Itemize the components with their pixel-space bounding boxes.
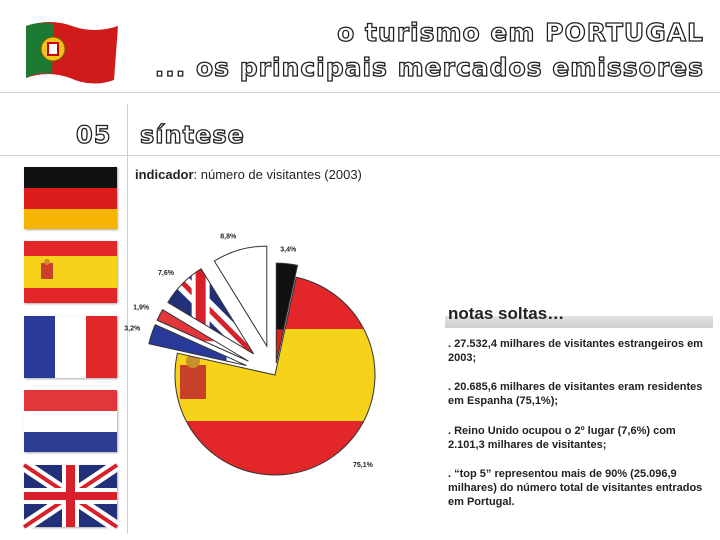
france-flag-icon xyxy=(24,316,117,378)
note-item: . 27.532,4 milhares de visitantes estrangeiros em 2003; xyxy=(448,338,703,364)
header-divider xyxy=(0,92,720,93)
indicator-text: : número de visitantes (2003) xyxy=(193,167,362,182)
page-subtitle: ... os principais mercados emissores xyxy=(154,53,704,82)
column-divider xyxy=(127,104,128,534)
note-item: . “top 5” representou mais de 90% (25.096,9 milhares) do número total de visitantes entrados em Portugal. xyxy=(448,468,703,508)
note-item: . 20.685,6 milhares de visitantes eram residentes em Espanha (75,1%); xyxy=(448,381,703,407)
pie-label-france: 3,2% xyxy=(124,325,141,333)
notes-title: notas soltas… xyxy=(448,304,565,323)
portugal-flag-icon xyxy=(22,18,122,84)
pie-label-netherlands: 1,9% xyxy=(133,304,150,312)
indicator-line xyxy=(135,167,362,182)
pie-label-germany: 3,4% xyxy=(280,246,297,254)
spain-flag-icon xyxy=(24,241,117,303)
netherlands-flag-icon xyxy=(24,390,117,452)
page-title: o turismo em PORTUGAL xyxy=(337,18,704,47)
pie-label-united-kingdom: 7,6% xyxy=(157,270,174,278)
section-title: síntese xyxy=(140,121,245,149)
pie-label-spain: 75,1% xyxy=(353,462,373,469)
section-number: 05 xyxy=(76,121,112,149)
indicator-label: indicador xyxy=(135,167,194,182)
portugal-flag-logo xyxy=(22,18,122,89)
pie-label-others: 8,8% xyxy=(220,233,237,241)
united-kingdom-flag-icon xyxy=(24,465,117,527)
germany-flag-icon xyxy=(24,167,117,229)
section-divider xyxy=(0,155,720,156)
note-item: . Reino Unido ocupou o 2º lugar (7,6%) com 2.101,3 milhares de visitantes; xyxy=(448,425,676,451)
pie-chart xyxy=(124,195,435,495)
